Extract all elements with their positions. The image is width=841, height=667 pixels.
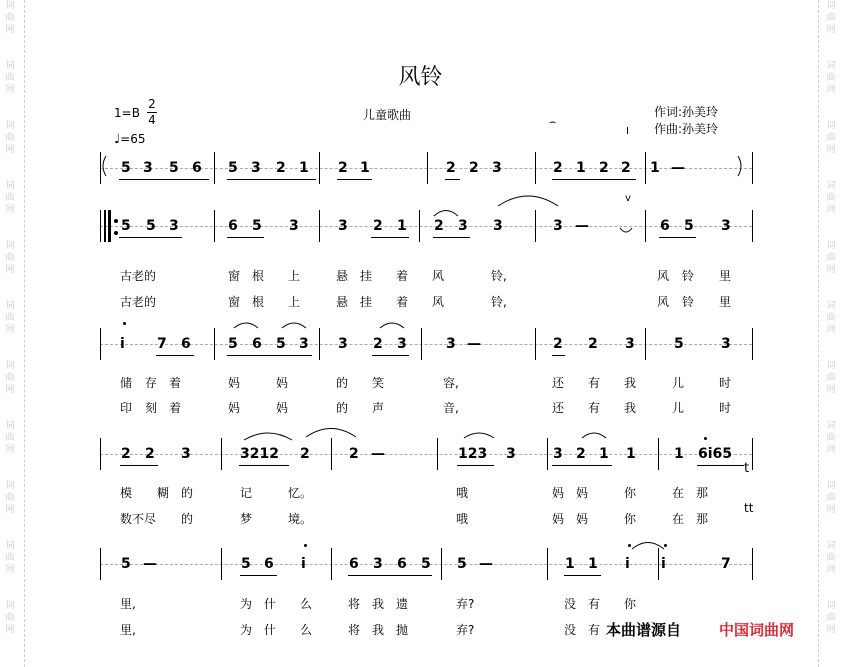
- note: 5: [684, 218, 694, 234]
- note: i: [120, 336, 125, 352]
- slur: [582, 433, 606, 438]
- lyric-word: 铃,: [491, 295, 507, 309]
- breath-mark: I: [626, 126, 629, 137]
- watermark-char: 词: [5, 361, 15, 371]
- watermark-char: 曲: [5, 193, 15, 203]
- note: 1: [576, 160, 586, 176]
- note: 5: [169, 160, 179, 176]
- footer-brand-link[interactable]: 中国词曲网: [719, 621, 795, 639]
- watermark-char: 网: [5, 505, 15, 515]
- lyric-word: 抛: [396, 623, 409, 637]
- watermark-char: 网: [826, 565, 836, 575]
- note: 1: [360, 160, 370, 176]
- note: 1: [650, 160, 660, 176]
- lyric-word: 数不尽: [120, 512, 157, 526]
- note: 1: [599, 446, 609, 462]
- note: 3: [506, 446, 516, 462]
- watermark-char: 词: [826, 481, 836, 491]
- lyric-word: 风: [657, 295, 670, 309]
- lyric-word: 铃,: [491, 269, 507, 283]
- note: 3: [338, 336, 348, 352]
- note: —: [575, 218, 589, 234]
- note: 3: [721, 336, 731, 352]
- repeat-bracket-right: [738, 156, 741, 176]
- lyric-word: 铃: [682, 295, 695, 309]
- watermark-char: 网: [5, 25, 15, 35]
- lyric-word: 时: [719, 401, 732, 415]
- fermata: [620, 228, 632, 232]
- lyric-word: 根: [252, 269, 265, 283]
- lyric-word: 在: [672, 486, 685, 500]
- note: 3: [299, 336, 309, 352]
- note: 6i65: [698, 446, 733, 462]
- watermark-char: 网: [826, 85, 836, 95]
- lyric-word: 古老的: [120, 269, 157, 283]
- song-genre: 儿童歌曲: [363, 108, 412, 122]
- watermark-char: 词: [826, 301, 836, 311]
- lyric-word: 你: [624, 512, 637, 526]
- note: 5: [241, 556, 251, 572]
- lyric-word: 里,: [120, 597, 136, 611]
- lyric-word: 弃?: [456, 597, 475, 611]
- watermark-char: 词: [826, 601, 836, 611]
- note: —: [467, 336, 481, 352]
- lyric-word: 那: [696, 512, 709, 526]
- watermark-char: 曲: [826, 253, 836, 263]
- lyric-word: 着: [396, 295, 409, 309]
- watermark-char: 词: [826, 1, 836, 11]
- note: i: [661, 556, 666, 572]
- lyric-word: 古老的: [120, 295, 157, 309]
- lyric-word: 妈: [576, 486, 589, 500]
- lyric-word: 有: [588, 401, 601, 415]
- lyric-word: 弃?: [456, 623, 475, 637]
- lyric-word: 你: [624, 486, 637, 500]
- note: 3: [458, 218, 468, 234]
- watermark-char: 曲: [5, 13, 15, 23]
- watermark-char: 曲: [826, 373, 836, 383]
- watermark-char: 词: [5, 601, 15, 611]
- watermark-char: 网: [5, 205, 15, 215]
- lyric-word: 我: [372, 597, 385, 611]
- watermark-char: 网: [826, 505, 836, 515]
- watermark-char: 网: [826, 445, 836, 455]
- watermark-char: 词: [826, 421, 836, 431]
- time-signature-top: 2: [148, 97, 156, 111]
- lyric-word: 的: [336, 401, 349, 415]
- lyric-word: 记: [240, 486, 253, 500]
- watermark-char: 词: [826, 241, 836, 251]
- note: 6: [181, 336, 191, 352]
- lyric-word: 还: [552, 401, 565, 415]
- lyric-word: 有: [588, 597, 601, 611]
- note: 1: [588, 556, 598, 572]
- lyric-word: 的: [336, 376, 349, 390]
- lyric-word: 妈: [276, 401, 289, 415]
- lyric-word: 风: [432, 295, 445, 309]
- note: 1: [397, 218, 407, 234]
- note: 5: [228, 336, 238, 352]
- lyric-word: 印: [120, 401, 133, 415]
- watermark-char: 曲: [826, 433, 836, 443]
- lyric-word: 为: [240, 597, 253, 611]
- watermark-char: 曲: [826, 493, 836, 503]
- watermark-char: 网: [826, 325, 836, 335]
- lyric-word: 妈: [552, 486, 565, 500]
- lyric-word: 遗: [396, 597, 409, 611]
- lyric-word: 着: [169, 401, 182, 415]
- note: 5: [121, 218, 131, 234]
- watermark-char: 曲: [826, 193, 836, 203]
- lyric-word: 你: [624, 597, 637, 611]
- note: 5: [457, 556, 467, 572]
- note: 3: [721, 218, 731, 234]
- note: 2: [373, 218, 383, 234]
- note: 2: [145, 446, 155, 462]
- lyric-word: 我: [372, 623, 385, 637]
- note: 3: [446, 336, 456, 352]
- note: 3: [492, 160, 502, 176]
- note: —: [671, 160, 685, 176]
- watermark-char: 网: [5, 625, 15, 635]
- note: 5: [252, 218, 262, 234]
- watermark-char: 词: [5, 241, 15, 251]
- lyric-word: 着: [396, 269, 409, 283]
- note: —: [143, 556, 157, 572]
- note: i: [301, 556, 306, 572]
- note: 3: [251, 160, 261, 176]
- quarter-note-icon: ♩: [114, 132, 121, 147]
- note: 5: [276, 336, 286, 352]
- note: 5: [121, 160, 131, 176]
- watermark-char: 词: [5, 181, 15, 191]
- note: 5: [146, 218, 156, 234]
- note: 2: [300, 446, 310, 462]
- note: 3: [181, 446, 191, 462]
- trill-mark: t: [744, 461, 750, 476]
- lyric-word: 容,: [443, 376, 459, 390]
- watermark-char: 曲: [5, 133, 15, 143]
- lyric-word: 里: [719, 269, 732, 283]
- lyric-word: 悬: [336, 269, 349, 283]
- watermark-char: 网: [826, 205, 836, 215]
- lyric-word: 音,: [443, 401, 459, 415]
- lyric-word: 上: [288, 295, 301, 309]
- watermark-char: 网: [826, 145, 836, 155]
- note: 1: [626, 446, 636, 462]
- watermark-char: 词: [826, 361, 836, 371]
- note: 2: [576, 446, 586, 462]
- watermark-char: 网: [5, 265, 15, 275]
- lyric-word: 有: [588, 623, 601, 637]
- note: 7: [721, 556, 731, 572]
- note: 6: [349, 556, 359, 572]
- lyric-word: 里,: [120, 623, 136, 637]
- note: 3: [625, 336, 635, 352]
- lyric-word: 在: [672, 512, 685, 526]
- note: 7: [157, 336, 167, 352]
- watermark-char: 网: [5, 325, 15, 335]
- note: 3: [553, 218, 563, 234]
- lyric-word: 妈: [276, 376, 289, 390]
- slur: [306, 429, 356, 438]
- lyric-word: 的: [181, 486, 194, 500]
- lyric-word: 储: [120, 376, 133, 390]
- watermark-char: 词: [5, 481, 15, 491]
- watermark-char: 网: [5, 85, 15, 95]
- composer-credit: 作曲:孙美玲: [654, 122, 719, 136]
- watermark-char: 词: [826, 541, 836, 551]
- slur: [244, 433, 292, 440]
- watermark-char: 曲: [826, 553, 836, 563]
- lyric-word: 还: [552, 376, 565, 390]
- watermark-char: 曲: [5, 493, 15, 503]
- note: 2: [553, 336, 563, 352]
- watermark-char: 曲: [5, 253, 15, 263]
- lyric-word: 什: [264, 597, 277, 611]
- slur: [498, 196, 558, 206]
- lyric-word: 将: [348, 623, 361, 637]
- lyric-word: 根: [252, 295, 265, 309]
- lyric-word: 声: [372, 401, 385, 415]
- watermark-char: 词: [826, 181, 836, 191]
- note: 5: [228, 160, 238, 176]
- note: 1: [299, 160, 309, 176]
- note: —: [371, 446, 385, 462]
- lyric-word: 妈: [228, 401, 241, 415]
- note: 3: [143, 160, 153, 176]
- lyric-word: 么: [300, 597, 313, 611]
- fermata-mark: ⌢: [549, 115, 557, 128]
- note: 3: [373, 556, 383, 572]
- lyric-word: 妈: [552, 512, 565, 526]
- watermark-char: 词: [5, 1, 15, 11]
- note: 2: [349, 446, 359, 462]
- repeat-bracket-left: [103, 156, 106, 176]
- note: 5: [421, 556, 431, 572]
- lyric-word: 里: [719, 295, 732, 309]
- watermark-char: 曲: [5, 613, 15, 623]
- lyric-word: 妈: [228, 376, 241, 390]
- lyric-word: 么: [300, 623, 313, 637]
- lyric-word: 时: [719, 376, 732, 390]
- watermark-char: 曲: [5, 373, 15, 383]
- lyric-word: 有: [588, 376, 601, 390]
- lyric-word: 窗: [228, 269, 241, 283]
- watermark-char: 词: [5, 301, 15, 311]
- note: 3: [289, 218, 299, 234]
- note: 2: [553, 160, 563, 176]
- note: 2: [599, 160, 609, 176]
- lyric-word: 没: [564, 597, 577, 611]
- watermark-char: 词: [5, 421, 15, 431]
- note: 2: [446, 160, 456, 176]
- lyric-word: 着: [169, 376, 182, 390]
- note: 2: [621, 160, 631, 176]
- lyric-word: 模: [120, 486, 133, 500]
- slur: [282, 323, 306, 328]
- lyric-word: 存: [145, 376, 158, 390]
- watermark-char: 词: [826, 61, 836, 71]
- note: 3: [493, 218, 503, 234]
- lyric-word: 铃: [682, 269, 695, 283]
- note: 2: [373, 336, 383, 352]
- note: 1: [565, 556, 575, 572]
- tempo-value: =65: [120, 132, 146, 146]
- lyric-word: 挂: [360, 295, 373, 309]
- watermark-char: 词: [5, 61, 15, 71]
- note: 2: [276, 160, 286, 176]
- note: 6: [660, 218, 670, 234]
- lyric-word: 上: [288, 269, 301, 283]
- note: 5: [674, 336, 684, 352]
- slur: [632, 543, 664, 550]
- time-signature-bottom: 4: [148, 113, 156, 127]
- watermark-char: 网: [826, 265, 836, 275]
- lyric-word: 没: [564, 623, 577, 637]
- watermark-char: 网: [5, 145, 15, 155]
- watermark-char: 网: [5, 445, 15, 455]
- note: 3: [553, 446, 563, 462]
- watermark-char: 词: [5, 541, 15, 551]
- footer-source-label: 本曲谱源自: [606, 621, 682, 639]
- song-title: 风铃: [398, 65, 443, 90]
- note: 2: [588, 336, 598, 352]
- lyric-word: 境。: [288, 512, 313, 526]
- lyric-word: 将: [348, 597, 361, 611]
- watermark-char: 网: [5, 565, 15, 575]
- lyric-word: 那: [696, 486, 709, 500]
- note: 6: [228, 218, 238, 234]
- lyric-word: 妈: [576, 512, 589, 526]
- watermark-char: 曲: [5, 433, 15, 443]
- lyric-word: 挂: [360, 269, 373, 283]
- lyric-word: 糊: [157, 486, 170, 500]
- watermark-char: 网: [5, 385, 15, 395]
- note: 2: [469, 160, 479, 176]
- trill-mark: tt: [744, 501, 754, 515]
- lyric-word: 儿: [672, 376, 685, 390]
- watermark-char: 网: [826, 385, 836, 395]
- watermark-char: 网: [826, 25, 836, 35]
- note: 3: [397, 336, 407, 352]
- watermark-char: 曲: [5, 313, 15, 323]
- lyric-word: 悬: [336, 295, 349, 309]
- watermark-char: 曲: [826, 133, 836, 143]
- watermark-char: 曲: [826, 613, 836, 623]
- note: 3: [169, 218, 179, 234]
- note: 1: [674, 446, 684, 462]
- note: 5: [121, 556, 131, 572]
- lyric-word: 风: [657, 269, 670, 283]
- lyric-word: 的: [181, 512, 194, 526]
- lyric-word: 风: [432, 269, 445, 283]
- lyric-word: 窗: [228, 295, 241, 309]
- slur: [234, 323, 258, 328]
- watermark-char: 曲: [826, 313, 836, 323]
- slur: [464, 433, 494, 438]
- lyricist-credit: 作词:孙美玲: [654, 105, 719, 119]
- lyric-word: 什: [264, 623, 277, 637]
- watermark-char: 词: [826, 121, 836, 131]
- note: 3212: [240, 446, 279, 462]
- lyric-word: 刻: [145, 401, 158, 415]
- note: —: [479, 556, 493, 572]
- lyric-word: 我: [624, 376, 637, 390]
- lyric-word: 哦: [456, 512, 469, 526]
- lyric-word: 梦: [240, 512, 253, 526]
- slur: [434, 211, 458, 217]
- note: 6: [397, 556, 407, 572]
- note: 6: [192, 160, 202, 176]
- lyric-word: 我: [624, 401, 637, 415]
- note: 2: [434, 218, 444, 234]
- note: 123: [458, 446, 488, 462]
- lyric-word: 儿: [672, 401, 685, 415]
- lyric-word: 笑: [372, 376, 385, 390]
- note: 2: [121, 446, 131, 462]
- slur: [380, 323, 404, 328]
- watermark-char: 词: [5, 121, 15, 131]
- accent-mark: v: [625, 193, 631, 204]
- watermark-char: 网: [826, 625, 836, 635]
- watermark-char: 曲: [5, 73, 15, 83]
- note: i: [625, 556, 630, 572]
- watermark-char: 曲: [5, 553, 15, 563]
- key-signature: 1=B: [114, 106, 140, 120]
- lyric-word: 哦: [456, 486, 469, 500]
- note: 6: [252, 336, 262, 352]
- note: 6: [264, 556, 274, 572]
- note: 3: [338, 218, 348, 234]
- note: 2: [338, 160, 348, 176]
- watermark-char: 曲: [826, 73, 836, 83]
- watermark-char: 曲: [826, 13, 836, 23]
- lyric-word: 为: [240, 623, 253, 637]
- lyric-word: 忆。: [288, 486, 313, 500]
